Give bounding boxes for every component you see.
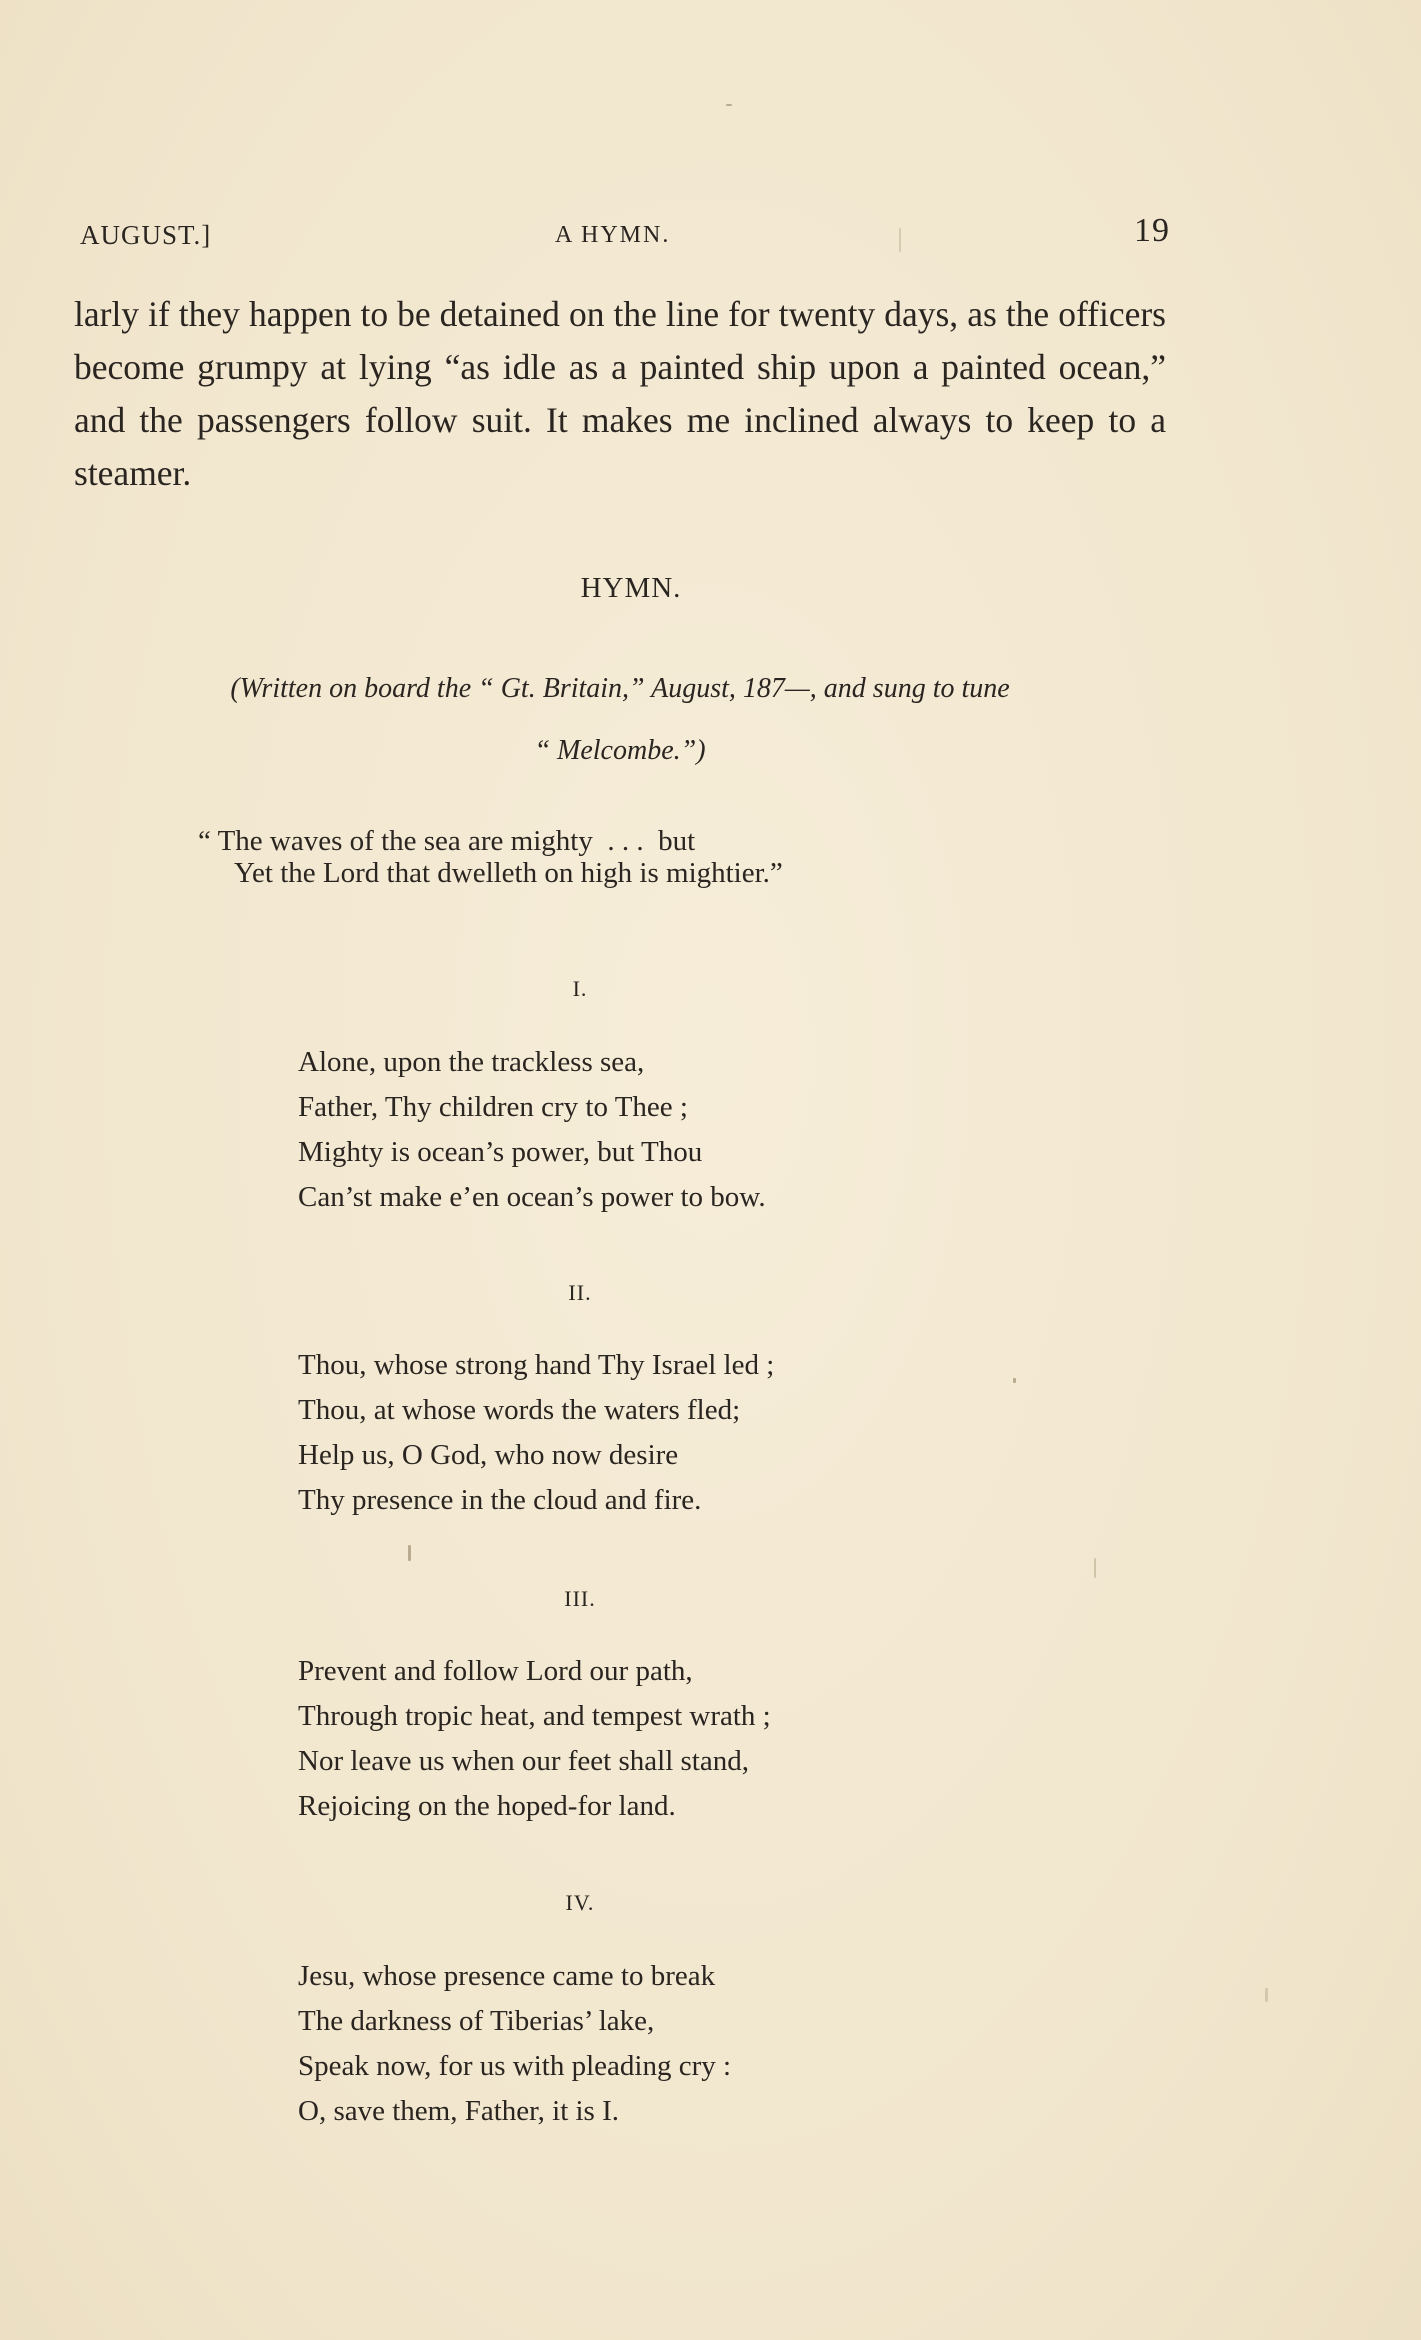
verse-line: The darkness of Tiberias’ lake,: [298, 2005, 655, 2037]
subtitle-line: (Written on board the “ Gt. Britain,” August, 187—, and sung to tune: [230, 673, 1010, 704]
verse-line: Thou, at whose words the waters fled;: [298, 1394, 741, 1426]
header-section: AUGUST.]: [80, 220, 212, 250]
stanza: [298, 1343, 1058, 1523]
verse-line: Nor leave us when our feet shall stand,: [298, 1745, 749, 1777]
verse-line: Alone, upon the trackless sea,: [298, 1046, 645, 1078]
page-number: 19: [1134, 212, 1170, 249]
body-paragraph: [74, 288, 1166, 500]
stanza-number: III.: [564, 1586, 596, 1611]
verse-line: Thou, whose strong hand Thy Israel led ;: [298, 1349, 775, 1381]
stanza: [298, 1040, 1058, 1220]
verse-line: Thy presence in the cloud and fire.: [298, 1484, 702, 1516]
verse-line: Can’st make e’en ocean’s power to bow.: [298, 1181, 766, 1213]
running-header: [80, 212, 1170, 260]
subtitle-line: “ Melcombe.”): [534, 735, 706, 766]
verse-line: Prevent and follow Lord our path,: [298, 1655, 693, 1687]
stanza-number: I.: [572, 976, 588, 1001]
hymn-title: HYMN.: [580, 572, 682, 604]
hymn-subtitle: [74, 658, 1166, 782]
stanza-number: IV.: [565, 1890, 595, 1915]
epigraph: [198, 825, 958, 889]
verse-line: Father, Thy children cry to Thee ;: [298, 1091, 688, 1123]
epigraph-line: Yet the Lord that dwelleth on high is mightier.”: [234, 857, 783, 889]
verse-line: O, save them, Father, it is I.: [298, 2095, 619, 2127]
header-title: A HYMN.: [555, 222, 671, 248]
verse-line: Mighty is ocean’s power, but Thou: [298, 1136, 703, 1168]
verse-line: Jesu, whose presence came to break: [298, 1960, 716, 1992]
verse-line: Rejoicing on the hoped-for land.: [298, 1790, 676, 1822]
stanza: [298, 1954, 1058, 2134]
paper-speck: [899, 228, 901, 252]
paper-speck: [1094, 1558, 1096, 1578]
paper-speck: [726, 104, 732, 106]
epigraph-line: “ The waves of the sea are mighty . . . but: [198, 825, 696, 857]
paper-speck: [1013, 1378, 1016, 1383]
paper-speck: [408, 1545, 411, 1561]
verse-line: Through tropic heat, and tempest wrath ;: [298, 1700, 771, 1732]
paragraph-text: larly if they happen to be detained on the line for twenty days, as the officers become grumpy at lying “as idle as a painted ship upon a painted ocean,” and the passengers follow suit. It makes me inclined always to keep to a steamer.: [74, 294, 1166, 493]
verse-line: Help us, O God, who now desire: [298, 1439, 679, 1471]
stanza: [298, 1649, 1058, 1829]
verse-line: Speak now, for us with pleading cry :: [298, 2050, 732, 2082]
paper-speck: [1265, 1988, 1268, 2002]
stanza-number: II.: [568, 1280, 592, 1305]
